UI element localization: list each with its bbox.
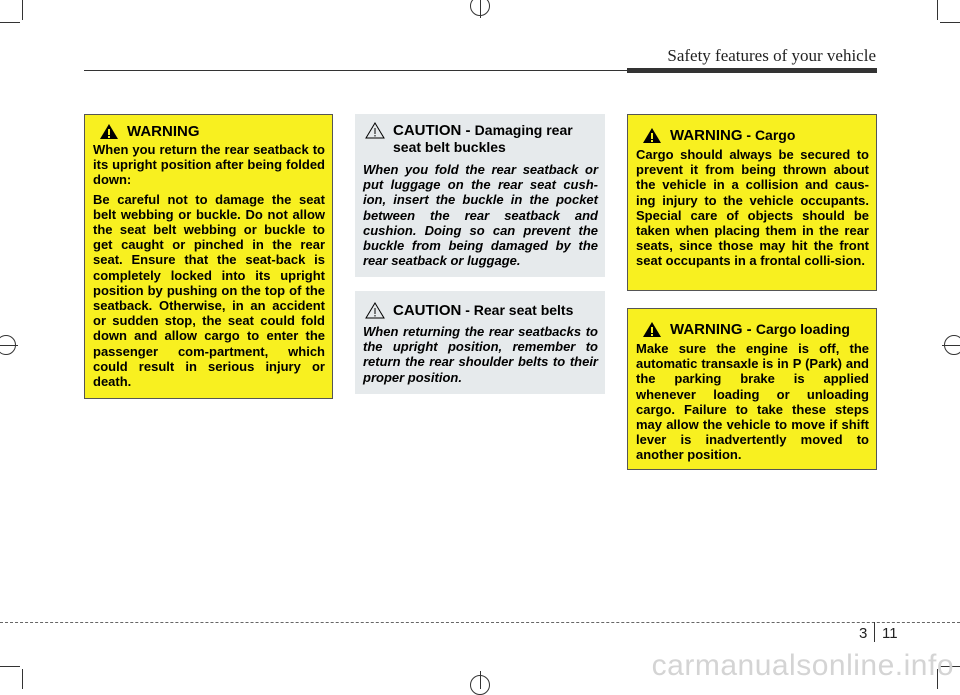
header-rule-accent [627, 68, 877, 73]
chapter-number: 3 [859, 625, 868, 642]
caution-text: When you fold the rear seatback or put luggage on the rear seat cush-ion, insert the buckle in the pocket between the rear seatback and cushion. Doing so can prevent the buckle from being damaged by the rear seatback or luggage. [363, 162, 598, 269]
watermark: carmanualsonline.info [651, 649, 954, 682]
crop-mark [22, 0, 23, 20]
caution-title: CAUTION [393, 302, 462, 319]
caution-subtitle: Damaging rear seat belt buckles [393, 122, 573, 155]
registration-line [480, 0, 481, 18]
caution-box-buckles [355, 114, 605, 277]
warning-title: WARNING [670, 127, 743, 144]
page-number-divider [874, 622, 875, 642]
footer-rule [0, 622, 960, 623]
warning-subtitle: Cargo loading [755, 321, 850, 337]
caution-text: When returning the rear seatbacks to the upright position, remember to return the rear shoulder belts to their proper position. [363, 324, 598, 385]
page-number: 11 [882, 625, 898, 642]
warning-box-cargo-loading [627, 308, 877, 470]
caution-subtitle: - Rear seat belts [461, 302, 574, 318]
warning-box-rear-seatback [84, 114, 333, 399]
page-header-title: Safety features of your vehicle [667, 46, 876, 65]
warning-text: Make sure the engine is off, the automatic transaxle is in P (Park) and the parking brake is applied whenever loading or unloading cargo. Failure to take these steps may allow the vehicle to move if shift lever is inadvertently moved to another position. [636, 341, 869, 463]
caution-triangle-icon [365, 122, 385, 139]
crop-mark [940, 22, 960, 23]
warning-box-cargo [627, 114, 877, 291]
registration-line [0, 345, 18, 346]
caution-title: CAUTION - [393, 122, 475, 139]
warning-title: WARNING - [670, 321, 756, 338]
registration-line [942, 345, 960, 346]
crop-mark [937, 0, 938, 20]
warning-triangle-icon [642, 321, 662, 338]
warning-paragraph: When you return the rear seatback to its upright position after being folded down: [93, 142, 325, 188]
warning-title: WARNING [127, 123, 200, 140]
warning-text: Cargo should always be secured to prevent it from being thrown about the vehicle in a collision and caus-ing injury to the vehicle occupants. Special care of objects should be taken when placing them in the rear seats, since those may hit the front seat occupants in a frontal colli-sion. [636, 147, 869, 269]
warning-triangle-icon [642, 127, 662, 144]
caution-box-rear-belts [355, 291, 605, 394]
warning-paragraph: Be careful not to damage the seat belt webbing or buckle. Do not allow the seat belt webbing or buckle to get caught or pinched in the rear seat. Ensure that the seat-back is completely locked into its upright position by pushing on the top of the seatback. Otherwise, in an accident or sudden stop, the seat could fold down and allow cargo to enter the passenger com-partment, which could result in serious injury or death. [93, 191, 325, 390]
crop-mark [0, 22, 20, 23]
registration-line [480, 671, 481, 689]
crop-mark [0, 666, 20, 667]
warning-subtitle: - Cargo [742, 127, 796, 143]
caution-triangle-icon [365, 302, 385, 319]
crop-mark [22, 669, 23, 689]
warning-triangle-icon [99, 123, 119, 140]
